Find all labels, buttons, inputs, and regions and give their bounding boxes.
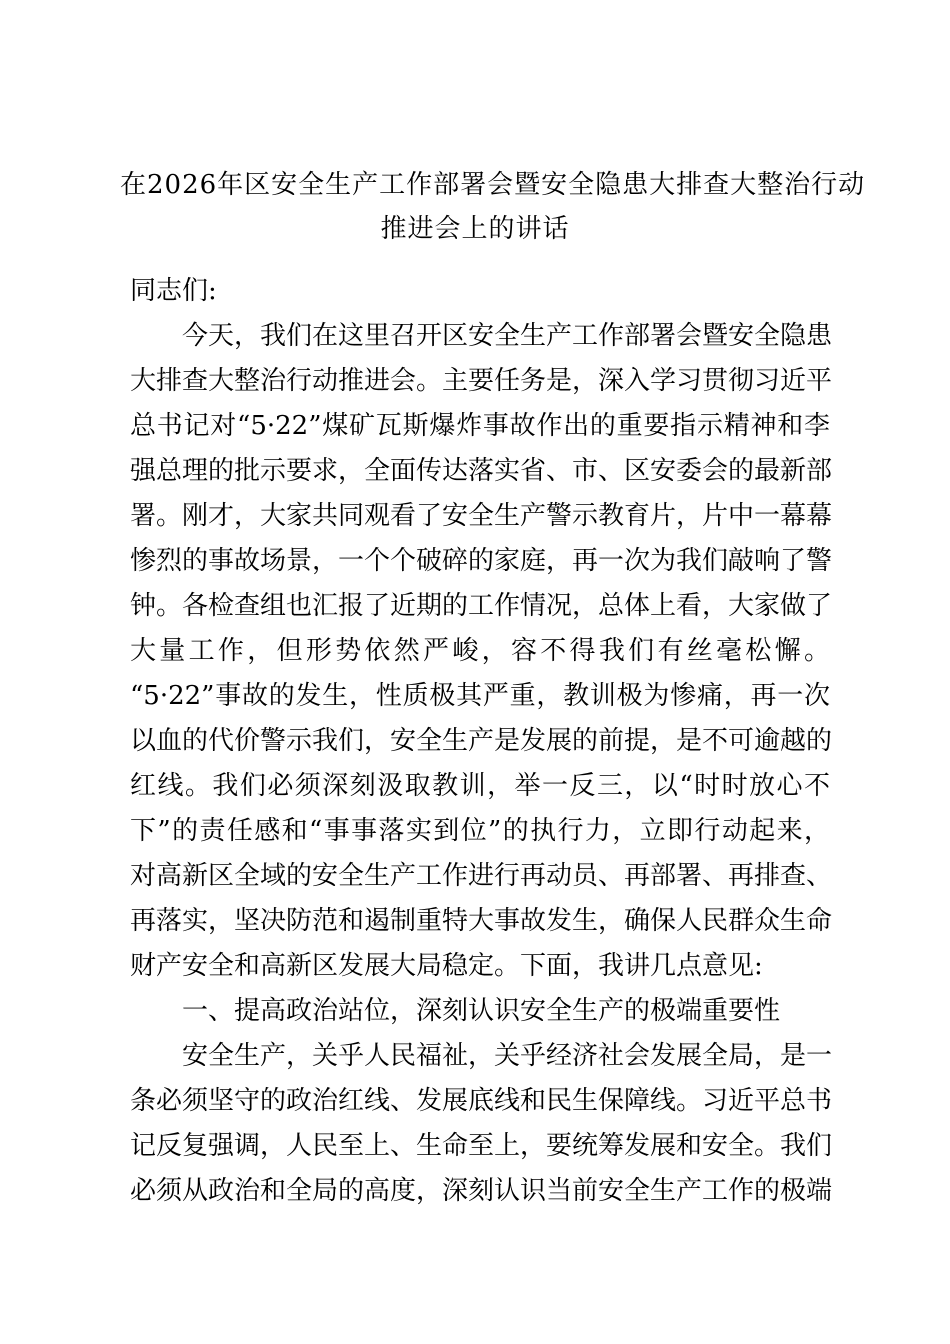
body-line: 惨烈的事故场景，一个个破碎的家庭，再一次为我们敲响了警 xyxy=(130,546,833,576)
body-line: 必须从政治和全局的高度，深刻认识当前安全生产工作的极端 xyxy=(130,1176,833,1206)
body-line: 钟。各检查组也汇报了近期的工作情况，总体上看，大家做了 xyxy=(130,591,833,621)
body-line: 大排查大整治行动推进会。主要任务是，深入学习贯彻习近平 xyxy=(130,366,833,396)
document-title-line-1: 在2026年区安全生产工作部署会暨安全隐患大排查大整治行动 xyxy=(120,170,866,200)
body-line: 今天，我们在这里召开区安全生产工作部署会暨安全隐患 xyxy=(182,321,833,351)
document-title-line-2: 推进会上的讲话 xyxy=(380,214,570,244)
body-line: 强总理的批示要求，全面传达落实省、市、区安委会的最新部 xyxy=(130,456,833,486)
body-line: 再落实，坚决防范和遏制重特大事故发生，确保人民群众生命 xyxy=(130,906,833,936)
body-line: 记反复强调，人民至上、生命至上，要统筹发展和安全。我们 xyxy=(130,1131,833,1161)
body-line: 红线。我们必须深刻汲取教训，举一反三，以“时时放心不 xyxy=(130,771,830,801)
body-line: “5·22”事故的发生，性质极其严重，教训极为惨痛，再一次 xyxy=(130,681,830,711)
body-line: 大量工作，但形势依然严峻，容不得我们有丝毫松懈。 xyxy=(130,636,830,666)
body-line: 对高新区全域的安全生产工作进行再动员、再部署、再排查、 xyxy=(130,861,833,891)
body-line: 财产安全和高新区发展大局稳定。下面，我讲几点意见: xyxy=(130,951,763,981)
salutation: 同志们: xyxy=(130,276,217,306)
section-heading: 一、提高政治站位，深刻认识安全生产的极端重要性 xyxy=(182,996,781,1026)
body-line: 条必须坚守的政治红线、发展底线和民生保障线。习近平总书 xyxy=(130,1086,833,1116)
body-line: 安全生产，关乎人民福祉，关乎经济社会发展全局，是一 xyxy=(182,1041,833,1071)
body-line: 以血的代价警示我们，安全生产是发展的前提，是不可逾越的 xyxy=(130,726,833,756)
body-line: 署。刚才，大家共同观看了安全生产警示教育片，片中一幕幕 xyxy=(130,501,833,531)
body-line: 总书记对“5·22”煤矿瓦斯爆炸事故作出的重要指示精神和李 xyxy=(130,411,830,441)
body-line: 下”的责任感和“事事落实到位”的执行力，立即行动起来， xyxy=(130,816,830,846)
